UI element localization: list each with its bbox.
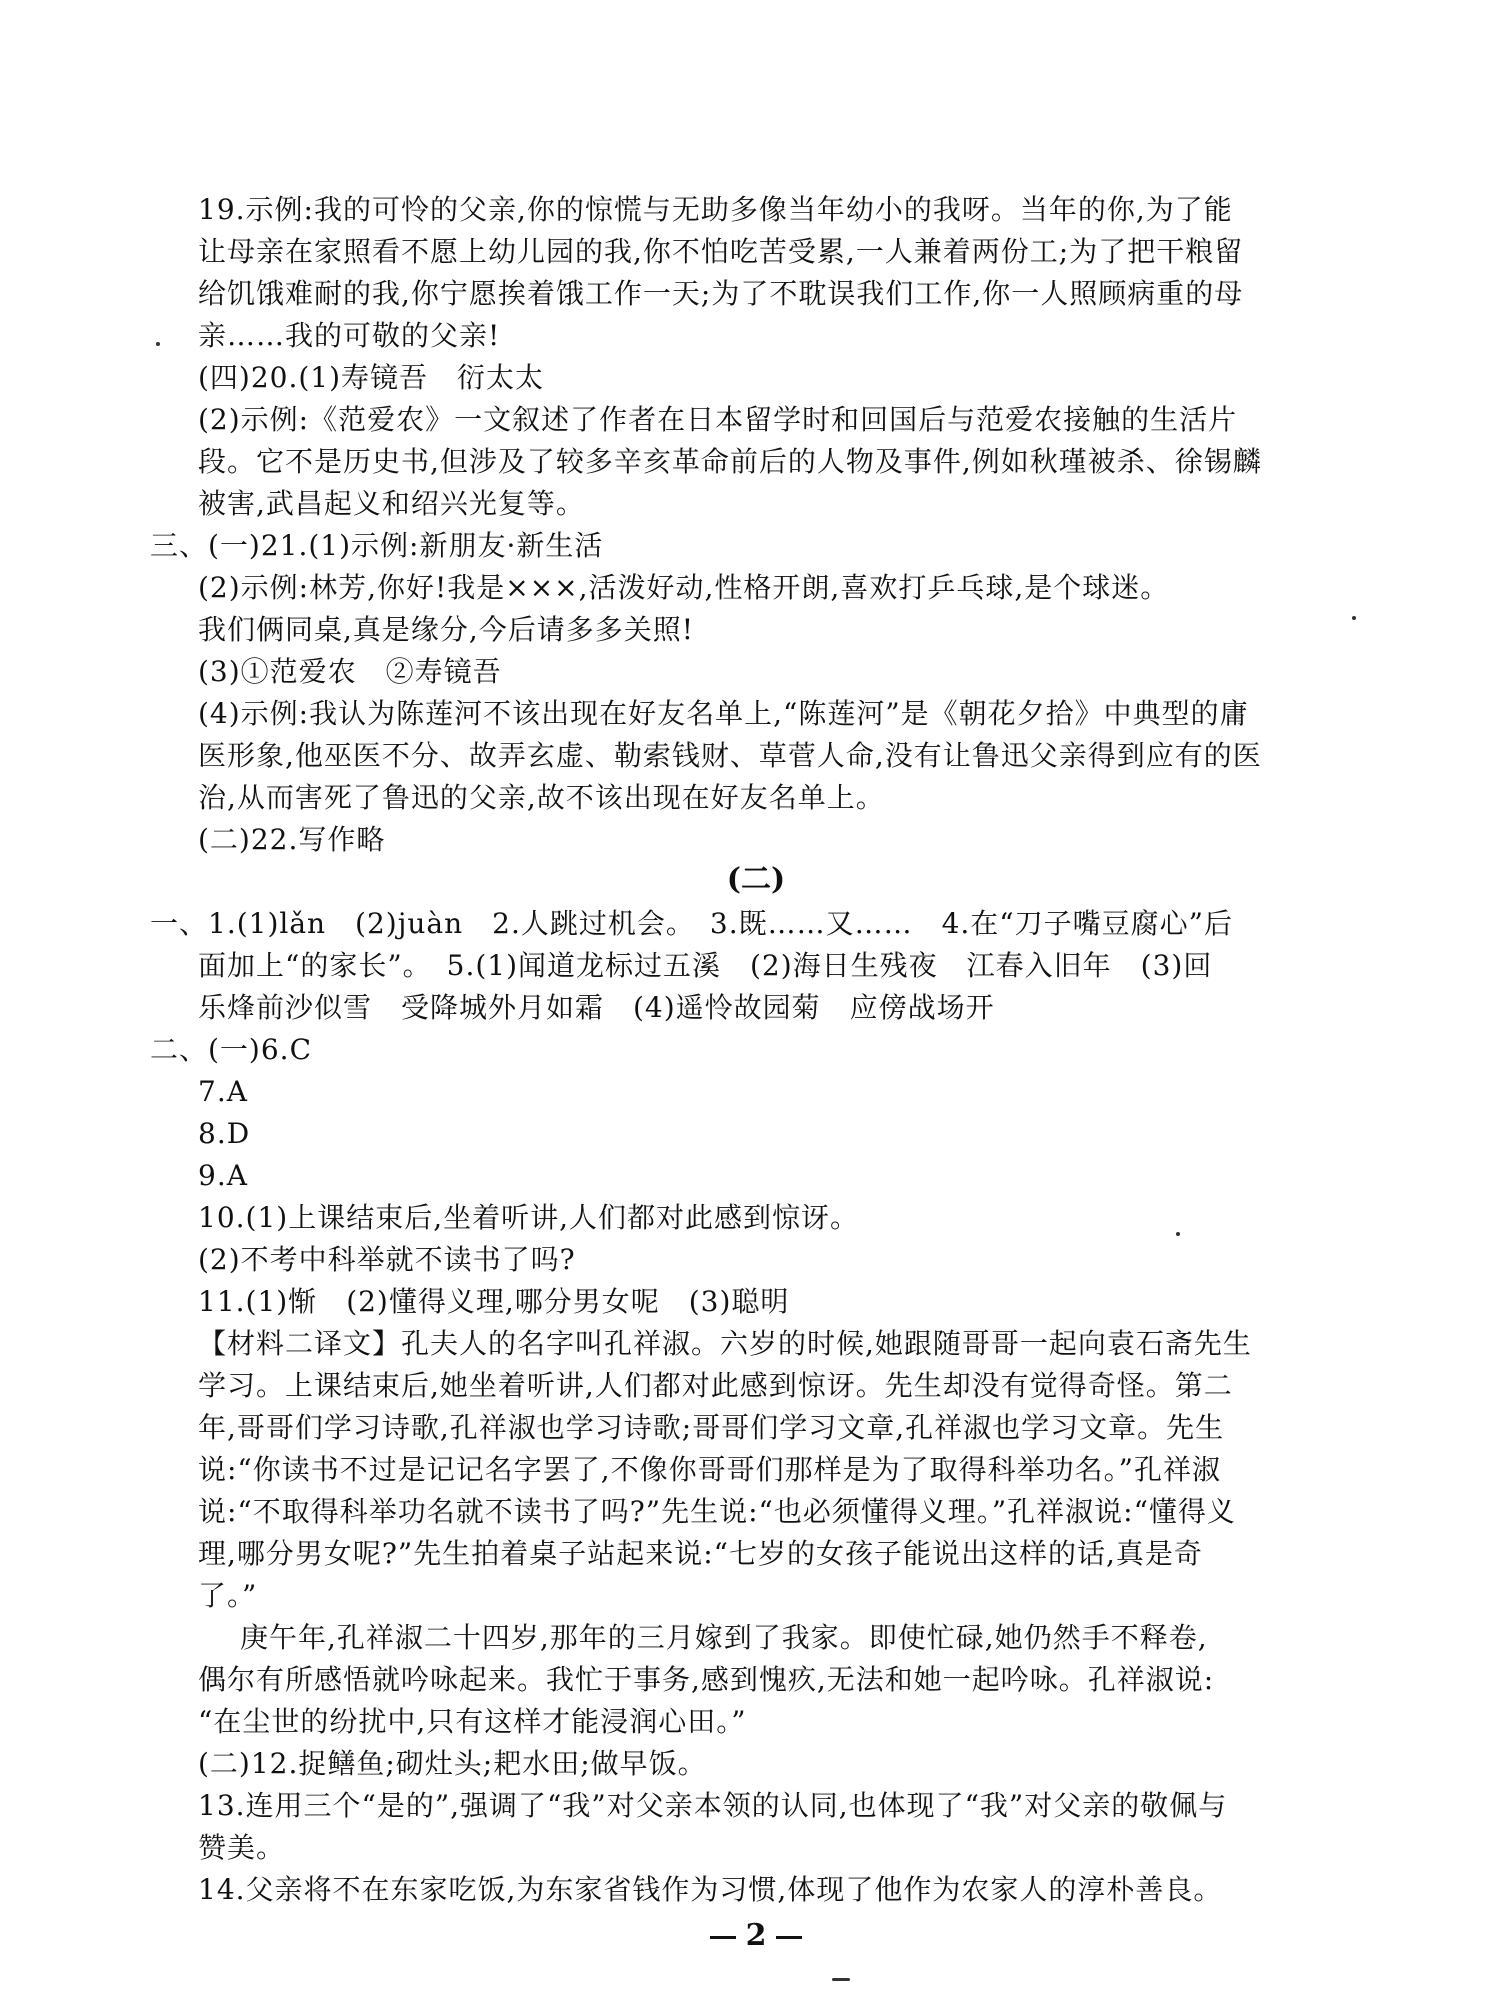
answer-21-1: 三、(一)21.(1)示例:新朋友·新生活 [150, 529, 604, 562]
answer-8: 8.D [198, 1117, 251, 1150]
answer-20-2-line-1: (2)示例:《范爱农》一文叙述了作者在日本留学时和回国后与范爱农接触的生活片 [198, 403, 1238, 436]
answer-1-5-line-3: 乐烽前沙似雪 受降城外月如霜 (4)遥怜故园菊 应傍战场开 [198, 991, 995, 1024]
translation-line-1: 【材料二译文】孔夫人的名字叫孔祥淑。六岁的时候,她跟随哥哥一起向袁石斋先生 [198, 1327, 1252, 1360]
page-number-dash-left [710, 1936, 736, 1939]
answer-10-2: (2)不考中科举就不读书了吗? [198, 1243, 576, 1276]
scan-speck [1176, 1232, 1180, 1236]
answer-14: 14.父亲将不在东家吃饭,为东家省钱作为习惯,体现了他作为农家人的淳朴善良。 [198, 1873, 1223, 1906]
section-heading: (二) [726, 862, 786, 897]
scan-speck [1352, 616, 1356, 620]
answer-22: (二)22.写作略 [198, 823, 386, 856]
answer-21-2-line-2: 我们俩同桌,真是缘分,今后请多多关照! [198, 613, 695, 646]
page-number [0, 1914, 1512, 1958]
answer-21-4-line-3: 治,从而害死了鲁迅的父亲,故不该出现在好友名单上。 [198, 781, 885, 814]
answer-21-4-line-1: (4)示例:我认为陈莲河不该出现在好友名单上,“陈莲河”是《朝花夕拾》中典型的庸 [198, 697, 1249, 730]
answer-20-2-line-2: 段。它不是历史书,但涉及了较多辛亥革命前后的人物及事件,例如秋瑾被杀、徐锡麟 [198, 445, 1262, 478]
page-number-dash-right [776, 1936, 802, 1939]
answer-11: 11.(1)惭 (2)懂得义理,哪分男女呢 (3)聪明 [198, 1285, 790, 1318]
translation-para2-line-1: 庚午年,孔祥淑二十四岁,那年的三月嫁到了我家。即使忙碌,她仍然手不释卷, [240, 1621, 1208, 1654]
answer-19-line-4: 亲……我的可敬的父亲! [198, 319, 501, 352]
answer-12: (二)12.捉鳝鱼;砌灶头;耙水田;做早饭。 [198, 1747, 707, 1780]
answer-7: 7.A [198, 1075, 248, 1108]
translation-line-2: 学习。上课结束后,她坐着听讲,人们都对此感到惊讶。先生却没有觉得奇怪。第二 [198, 1369, 1233, 1402]
translation-line-4: 说:“你读书不过是记记名字罢了,不像你哥哥们那样是为了取得科举功名。”孔祥淑 [198, 1453, 1221, 1486]
answer-21-4-line-2: 医形象,他巫医不分、故弄玄虚、勒索钱财、草菅人命,没有让鲁迅父亲得到应有的医 [198, 739, 1262, 772]
answer-1-5-line-2: 面加上“的家长”。 5.(1)闻道龙标过五溪 (2)海日生残夜 江春入旧年 (3)回 [198, 949, 1213, 982]
answer-13-line-1: 13.连用三个“是的”,强调了“我”对父亲本领的认同,也体现了“我”对父亲的敬佩与 [198, 1789, 1228, 1822]
translation-line-7: 了。” [198, 1579, 258, 1612]
translation-line-5: 说:“不取得科举功名就不读书了吗?”先生说:“也必须懂得义理。”孔祥淑说:“懂得义 [198, 1495, 1236, 1528]
answer-1-5-line-1: 一、1.(1)lǎn (2)juàn 2.人跳过机会。 3.既……又…… 4.在“刀子嘴豆腐心”后 [150, 907, 1233, 940]
scan-speck [156, 342, 160, 346]
answer-6: 二、(一)6.C [150, 1033, 312, 1066]
answer-9: 9.A [198, 1159, 248, 1192]
answer-21-3: (3)①范爱农 ②寿镜吾 [198, 655, 502, 688]
translation-line-6: 理,哪分男女呢?”先生拍着桌子站起来说:“七岁的女孩子能说出这样的话,真是奇 [198, 1537, 1203, 1570]
answer-20-1: (四)20.(1)寿镜吾 衍太太 [198, 361, 545, 394]
answer-19-line-3: 给饥饿难耐的我,你宁愿挨着饿工作一天;为了不耽误我们工作,你一人照顾病重的母 [198, 277, 1244, 310]
answer-21-2-line-1: (2)示例:林芳,你好!我是×××,活泼好动,性格开朗,喜欢打乒乓球,是个球迷。 [198, 571, 1170, 604]
answer-13-line-2: 赞美。 [198, 1831, 286, 1864]
page-number-value: 2 [745, 1918, 767, 1953]
translation-line-3: 年,哥哥们学习诗歌,孔祥淑也学习诗歌;哥哥们学习文章,孔祥淑也学习文章。先生 [198, 1411, 1225, 1444]
answer-20-2-line-3: 被害,武昌起义和绍兴光复等。 [198, 487, 585, 520]
translation-para2-line-2: 偶尔有所感悟就吟咏起来。我忙于事务,感到愧疚,无法和她一起吟咏。孔祥淑说: [198, 1663, 1215, 1696]
translation-para2-line-3: “在尘世的纷扰中,只有这样才能浸润心田。” [198, 1705, 747, 1738]
scan-speck [832, 1978, 850, 1981]
answer-10-1: 10.(1)上课结束后,坐着听讲,人们都对此感到惊讶。 [198, 1201, 859, 1234]
answer-19-line-2: 让母亲在家照看不愿上幼儿园的我,你不怕吃苦受累,一人兼着两份工;为了把干粮留 [198, 235, 1244, 268]
answer-19-line-1: 19.示例:我的可怜的父亲,你的惊慌与无助多像当年幼小的我呀。当年的你,为了能 [198, 193, 1233, 226]
